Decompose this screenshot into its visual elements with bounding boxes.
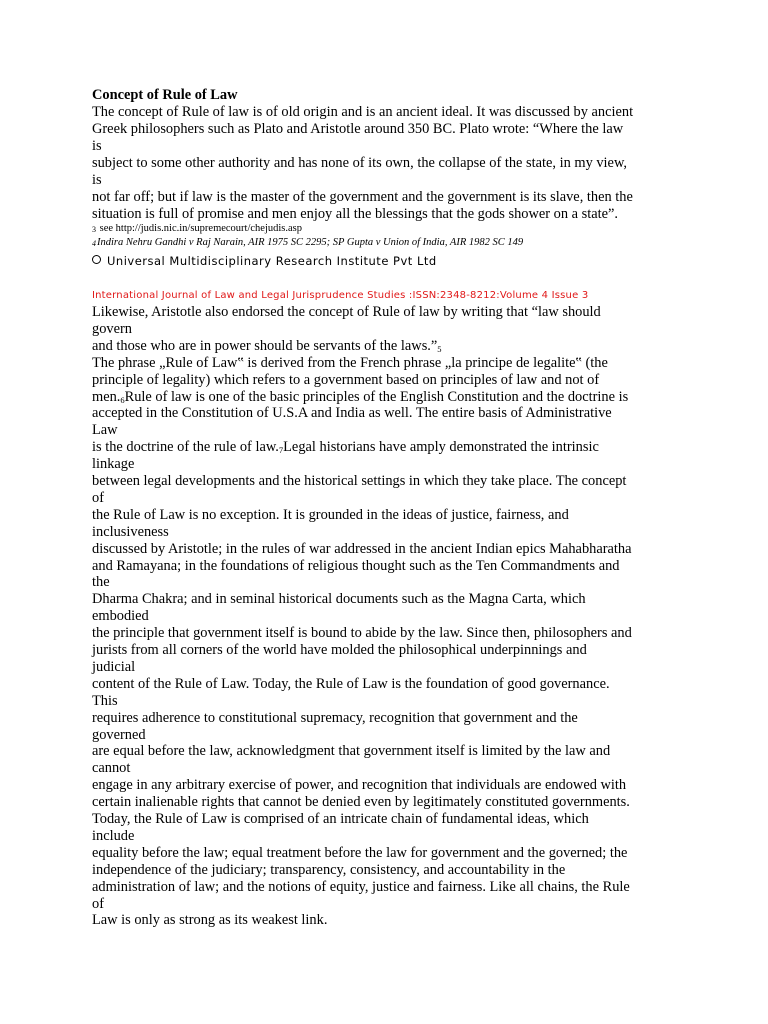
copyright-icon	[92, 255, 101, 264]
paragraph-line	[92, 405, 612, 422]
paragraph-line	[92, 777, 626, 794]
paragraph-line	[92, 794, 630, 811]
line-text: embodied	[92, 608, 149, 625]
paragraph-line: situation is full of promise and men enjoy all the blessings that the gods shower on a state”.	[92, 206, 618, 222]
copyright-line	[92, 254, 437, 268]
line-text: and those who are in power should be servants of the laws.”	[92, 337, 438, 354]
paragraph-line: Greek philosophers such as Plato and Aristotle around 350 BC. Plato wrote: “Where the law	[92, 121, 624, 137]
line-text: is the doctrine of the rule of law.	[92, 439, 279, 456]
paragraph-line	[92, 896, 104, 913]
paragraph-line: The concept of Rule of law is of old origin and is an ancient ideal. It was discussed by ancient	[92, 104, 634, 120]
line-text: the principle that government itself is bound to abide by the law. Since then, philosophers and	[92, 625, 632, 642]
line-text: The phrase „Rule of Law‟ is derived from the French phrase „la principe de legalite‟ (the	[92, 354, 608, 371]
paragraph-line	[92, 422, 118, 439]
paragraph-line	[92, 625, 632, 642]
paragraph-line	[92, 693, 118, 710]
line-text: Rule of law is one of the basic principles of the English Constitution and the doctrine is	[124, 388, 629, 405]
line-text: of	[92, 895, 104, 912]
line-text: administration of law; and the notions of equity, justice and fairness. Like all chains, the Rule	[92, 878, 630, 895]
footnote-text: Indira Nehru Gandhi v Raj Narain, AIR 1975 SC 2295; SP Gupta v Union of India, AIR 1982 SC 149	[97, 237, 524, 248]
paragraph-line	[92, 591, 586, 608]
paragraph-line	[92, 524, 169, 541]
paragraph-line	[92, 304, 601, 321]
line-text: are equal before the law, acknowledgment that government itself is limited by the law and	[92, 743, 611, 760]
footnote-link-text[interactable]: see http://judis.nic.in/supremecourt/chejudis.asp	[97, 223, 303, 234]
line-text: Likewise, Aristotle also endorsed the concept of Rule of law by writing that “law should	[92, 304, 601, 320]
line-text: content of the Rule of Law. Today, the Rule of Law is the foundation of good governance.	[92, 675, 610, 692]
paragraph-line	[92, 389, 628, 407]
paragraph-line	[92, 490, 104, 507]
paragraph-line: is	[92, 138, 102, 154]
line-text: Today, the Rule of Law is comprised of an intricate chain of fundamental ideas, which	[92, 811, 589, 827]
line-text: inclusiveness	[92, 523, 169, 540]
paragraph-line	[92, 912, 327, 929]
paragraph-line: not far off; but if law is the master of the government and the government is its slave, then the	[92, 189, 633, 205]
line-text: Law is only as strong as its weakest link.	[92, 912, 328, 929]
line-text: govern	[92, 320, 132, 337]
footnote-4	[92, 237, 523, 249]
line-text: governed	[92, 726, 146, 743]
paragraph-line	[92, 541, 632, 558]
line-text: discussed by Aristotle; in the rules of war addressed in the ancient Indian epics Mahabharatha	[92, 540, 632, 557]
line-text: engage in any arbitrary exercise of power, and recognition that individuals are endowed with	[92, 777, 627, 794]
paragraph-line	[92, 439, 599, 457]
line-text: men.	[92, 388, 121, 405]
line-text: the	[92, 574, 110, 591]
line-text: linkage	[92, 456, 135, 473]
line-text: requires adherence to constitutional supremacy, recognition that government and the	[92, 709, 578, 726]
journal-header: International Journal of Law and Legal Jurisprudence Studies :ISSN:2348-8212:Volume 4 Issue 3	[92, 290, 589, 301]
paragraph-line	[92, 355, 608, 372]
line-text: Law	[92, 422, 118, 439]
paragraph-line	[92, 608, 149, 625]
line-text: accepted in the Constitution of U.S.A and India as well. The entire basis of Administrative	[92, 405, 612, 422]
paragraph-line	[92, 710, 578, 727]
paragraph-line	[92, 574, 110, 591]
paragraph-line	[92, 845, 627, 862]
paragraph-line	[92, 879, 630, 896]
line-text: This	[92, 692, 118, 709]
paragraph-line	[92, 507, 569, 524]
line-text: independence of the judiciary; transparency, consistency, and accountability in the	[92, 861, 566, 878]
line-text: judicial	[92, 658, 136, 675]
section-heading: Concept of Rule of Law	[92, 87, 238, 103]
line-text: principle of legality) which refers to a government based on principles of law and not of	[92, 371, 600, 388]
paragraph-line	[92, 558, 620, 575]
paragraph-line	[92, 456, 134, 473]
footnote-reference: 7	[278, 445, 284, 456]
paragraph-line	[92, 727, 146, 744]
footnote-number: 3	[92, 225, 96, 234]
line-text: include	[92, 827, 135, 844]
paragraph-line	[92, 473, 626, 490]
paragraph-line	[92, 642, 587, 659]
footnote-reference: 6	[120, 394, 125, 405]
copyright-text: Universal Multidisciplinary Research Institute Pvt Ltd	[107, 254, 437, 268]
line-text: equality before the law; equal treatment before the law for government and the governed; the	[92, 844, 628, 861]
footnote-reference: 5	[437, 343, 442, 354]
paragraph-line	[92, 676, 610, 693]
line-text: of	[92, 489, 104, 506]
paragraph-line	[92, 338, 442, 356]
paragraph-line	[92, 659, 135, 676]
line-text: Legal historians have amply demonstrated the intrinsic	[283, 439, 599, 456]
line-text: Dharma Chakra; and in seminal historical documents such as the Magna Carta, which	[92, 591, 586, 608]
footnote-number: 4	[92, 239, 96, 248]
line-text: and Ramayana; in the foundations of religious thought such as the Ten Commandments and	[92, 557, 620, 574]
footnote-3	[92, 223, 302, 235]
paragraph-line	[92, 372, 599, 389]
line-text: the Rule of Law is no exception. It is grounded in the ideas of justice, fairness, and	[92, 506, 569, 523]
paragraph-line	[92, 743, 610, 760]
paragraph-line	[92, 760, 130, 777]
paragraph-line	[92, 811, 589, 828]
line-text: between legal developments and the historical settings in which they take place. The concept	[92, 473, 627, 489]
line-text: cannot	[92, 760, 131, 777]
line-text: jurists from all corners of the world have molded the philosophical underpinnings and	[92, 642, 587, 658]
line-text: certain inalienable rights that cannot be denied even by legitimately constituted governments.	[92, 794, 630, 811]
paragraph-line: is	[92, 172, 102, 188]
paragraph-line: subject to some other authority and has none of its own, the collapse of the state, in my view,	[92, 155, 627, 171]
paragraph-line	[92, 862, 565, 879]
paragraph-line	[92, 321, 132, 338]
paragraph-line	[92, 828, 134, 845]
